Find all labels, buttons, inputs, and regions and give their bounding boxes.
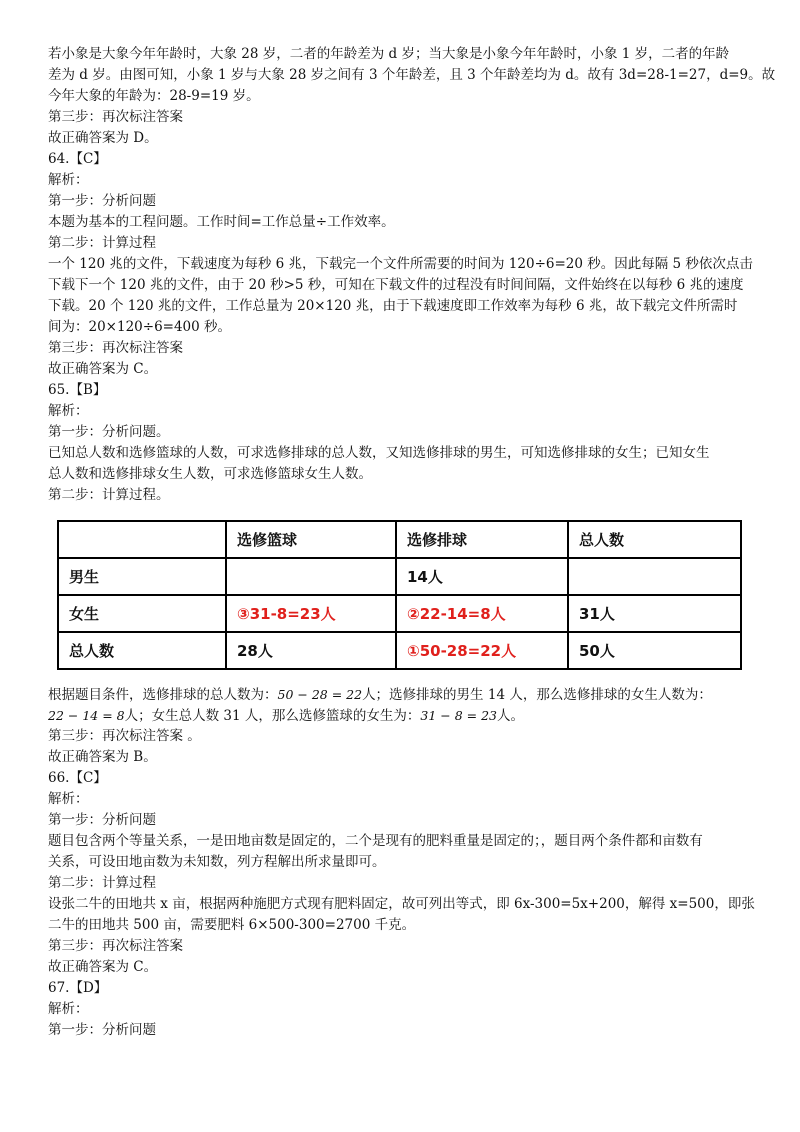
text-line: 第二步：计算过程。 xyxy=(48,487,170,503)
text-line: 第三步：再次标注答案 。 xyxy=(48,728,201,744)
text-line: 今年大象的年龄为：28-9=19 岁。 xyxy=(48,88,260,104)
table-row xyxy=(58,595,741,632)
text-line: 设张二牛的田地共 x 亩，根据两种施肥方式现有肥料固定，故可列出等式，即 6x-300=5x+200，解得 x=500，即张 xyxy=(48,896,755,912)
text-line: 二牛的田地共 500 亩，需要肥料 6×500-300=2700 千克。 xyxy=(48,917,416,933)
table-cell: 50人 xyxy=(568,632,741,669)
text-line: 第二步：计算过程 xyxy=(48,235,156,251)
text-line: 故正确答案为 B。 xyxy=(48,749,157,765)
text-line: 第一步：分析问题 xyxy=(48,193,156,209)
text-span: 根据题目条件，选修排球的总人数为： xyxy=(48,687,278,703)
text-line: 故正确答案为 C。 xyxy=(48,959,158,975)
text-line: 第三步：再次标注答案 xyxy=(48,109,183,125)
document-page xyxy=(48,44,776,1041)
table-cell-highlight: ②22-14=8人 xyxy=(396,595,568,632)
text-line: 题目包含两个等量关系，一是田地亩数是固定的，二个是现有的肥料重量是固定的；，题目两个条件都和亩数有 xyxy=(48,833,703,849)
math-expression: 50 − 28 = 22 xyxy=(277,687,363,702)
intro-section xyxy=(48,44,776,149)
table-cell: 女生 xyxy=(58,595,226,632)
text-line: 第一步：分析问题 xyxy=(48,812,156,828)
question-67 xyxy=(48,978,748,1041)
table-cell-highlight: ①50-28=22人 xyxy=(396,632,568,669)
text-line: 第三步：再次标注答案 xyxy=(48,938,183,954)
text-line: 下载。20 个 120 兆的文件，工作总量为 20×120 兆，由于下载速度即工作效率为每秒 6 兆，故下载完文件所需时 xyxy=(48,298,738,314)
text-line: 解析： xyxy=(48,791,89,807)
table-cell-highlight: ③31-8=23人 xyxy=(226,595,396,632)
table-header-cell: 选修篮球 xyxy=(226,521,396,558)
table-cell: 男生 xyxy=(58,558,226,595)
question-number: 65.【B】 xyxy=(48,382,107,398)
table-header-cell: 选修排球 xyxy=(396,521,568,558)
text-line xyxy=(48,684,748,705)
table-row xyxy=(58,558,741,595)
text-line: 第三步：再次标注答案 xyxy=(48,340,183,356)
question-number: 64.【C】 xyxy=(48,151,107,167)
question-number: 66.【C】 xyxy=(48,770,107,786)
table-cell: 31人 xyxy=(568,595,741,632)
text-line: 第二步：计算过程 xyxy=(48,875,156,891)
text-line: 故正确答案为 C。 xyxy=(48,361,158,377)
table-header-cell xyxy=(58,521,226,558)
table-header-cell: 总人数 xyxy=(568,521,741,558)
text-line: 解析： xyxy=(48,1001,89,1017)
text-span: 人。 xyxy=(496,708,524,724)
question-64 xyxy=(48,149,753,380)
table-cell: 28人 xyxy=(226,632,396,669)
text-line: 第一步：分析问题。 xyxy=(48,424,170,440)
table-header-row xyxy=(58,521,741,558)
text-line: 差为 d 岁。由图可知，小象 1 岁与大象 28 岁之间有 3 个年龄差，且 3 个年龄差均为 d。故有 3d=28-1=27，d=9。故 xyxy=(48,67,776,83)
table-cell xyxy=(568,558,741,595)
math-expression: 22 − 14 = 8 xyxy=(48,708,125,723)
text-line: 第一步：分析问题 xyxy=(48,1022,156,1038)
text-line: 解析： xyxy=(48,403,89,419)
text-line: 间为：20×120÷6=400 秒。 xyxy=(48,319,232,335)
text-line: 关系，可设田地亩数为未知数，列方程解出所求量即可。 xyxy=(48,854,386,870)
table-cell: 14人 xyxy=(396,558,568,595)
table-cell xyxy=(226,558,396,595)
text-line: 已知总人数和选修篮球的人数，可求选修排球的总人数，又知选修排球的男生，可知选修排球的女生；已知女生 xyxy=(48,445,710,461)
text-line: 一个 120 兆的文件，下载速度为每秒 6 兆，下载完一个文件所需要的时间为 120÷6=20 秒。因此每隔 5 秒依次点击 xyxy=(48,256,753,272)
text-line: 故正确答案为 D。 xyxy=(48,130,158,146)
text-span: 人；女生总人数 31 人，那么选修篮球的女生为： xyxy=(124,708,421,724)
question-65 xyxy=(48,380,748,768)
text-line: 总人数和选修排球女生人数，可求选修篮球女生人数。 xyxy=(48,466,372,482)
table-cell: 总人数 xyxy=(58,632,226,669)
text-line: 本题为基本的工程问题。工作时间=工作总量÷工作效率。 xyxy=(48,214,395,230)
math-expression: 31 − 8 = 23 xyxy=(420,708,497,723)
table-row xyxy=(58,632,741,669)
text-line: 若小象是大象今年年龄时，大象 28 岁，二者的年龄差为 d 岁；当大象是小象今年年龄时，小象 1 岁，二者的年龄 xyxy=(48,46,730,62)
text-span: 人；选修排球的男生 14 人，那么选修排球的女生人数为： xyxy=(362,687,712,703)
enrollment-table xyxy=(57,520,740,670)
text-line xyxy=(48,705,748,726)
text-line: 下载下一个 120 兆的文件，由于 20 秒>5 秒，可知在下载文件的过程没有时间间隔，文件始终在以每秒 6 兆的速度 xyxy=(48,277,744,293)
text-line: 解析： xyxy=(48,172,89,188)
question-66 xyxy=(48,768,755,978)
question-number: 67.【D】 xyxy=(48,980,108,996)
